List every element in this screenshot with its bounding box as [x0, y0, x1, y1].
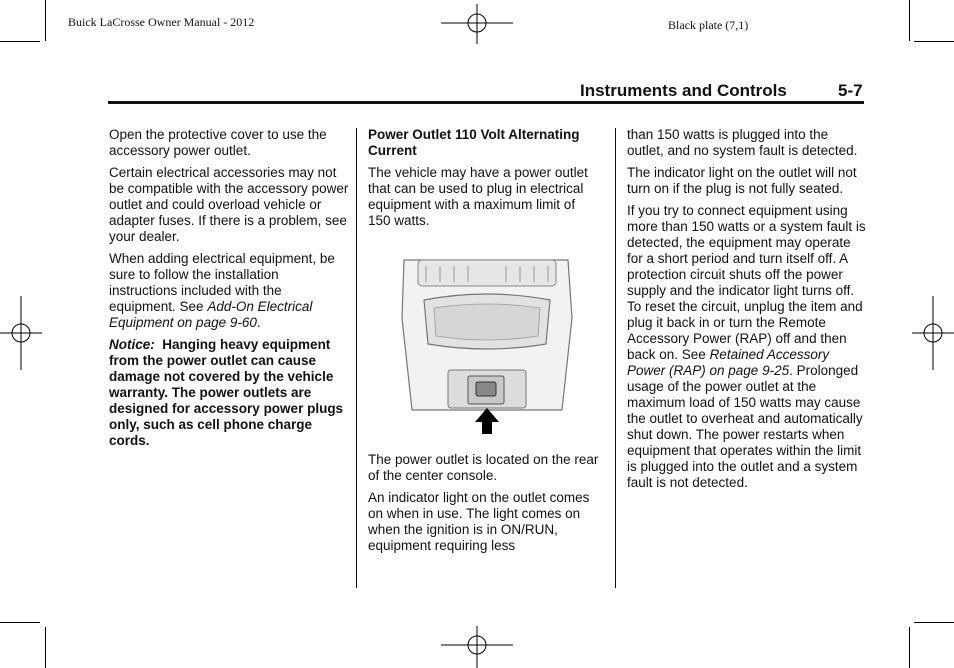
- crop-mark: [0, 41, 40, 42]
- column-1: [109, 127, 349, 455]
- paragraph: [627, 203, 867, 491]
- paragraph: Certain electrical accessories may not be compatible with the accessory power outlet and could overload vehicle or adapter fuses. If there is a problem, see your dealer.: [109, 165, 349, 244]
- registration-mark-icon: [0, 296, 42, 370]
- plate-label: Black plate (7,1): [668, 18, 749, 32]
- crop-mark: [914, 622, 954, 623]
- paragraph-text: If you try to connect equipment using more than 150 watts or a system fault is detected, the equipment may operate for a short period and turn itself off. A protection circuit shuts off the power supply and the indicator light turns off. To reset the circuit, unplug the item and plug it back in or turn the Remote Accessory Power (RAP) off and then back on. See: [627, 203, 866, 362]
- column-divider: [356, 128, 357, 588]
- registration-mark-icon: [912, 296, 954, 370]
- manual-title: Buick LaCrosse Owner Manual - 2012: [68, 15, 255, 29]
- crop-mark: [0, 622, 40, 623]
- paragraph: The power outlet is located on the rear of the center console.: [368, 452, 599, 483]
- paragraph: [109, 251, 349, 331]
- paragraph: Open the protective cover to use the accessory power outlet.: [109, 127, 327, 158]
- crop-mark: [45, 627, 46, 668]
- crop-mark: [914, 41, 954, 42]
- column-3: [627, 127, 867, 497]
- section-title: Instruments and Controls: [580, 81, 787, 100]
- paragraph: than 150 watts is plugged into the outlet, and no system fault is detected.: [627, 127, 858, 158]
- center-console-illustration: [400, 258, 574, 436]
- page-number: 5-7: [838, 81, 863, 100]
- crop-mark: [909, 627, 910, 668]
- paragraph-text: .: [256, 315, 261, 330]
- crop-mark: [909, 0, 910, 41]
- notice: [109, 337, 349, 449]
- paragraph: The vehicle may have a power outlet that can be used to plug in electrical equipment with a maximum limit of 150 watts.: [368, 165, 588, 228]
- notice-label: Notice:: [109, 337, 155, 352]
- cross-reference-link[interactable]: Add-On Electrical Equipment on page 9-60: [109, 299, 313, 330]
- column-divider: [615, 128, 616, 588]
- cross-reference-link[interactable]: Retained Accessory Power (RAP) on page 9-25: [627, 347, 830, 378]
- paragraph-text: . Prolonged usage of the power outlet at the maximum load of 150 watts may cause the outlet to overheat and automatically shut down. The power restarts when equipment that operates within the limit is plugged into the outlet and a system fault is not detected.: [627, 363, 863, 490]
- title-rule: [108, 101, 864, 104]
- crop-mark: [45, 0, 46, 41]
- registration-mark-icon: [441, 626, 513, 668]
- notice-text: Hanging heavy equipment from the power outlet can cause damage not covered by the vehicle warranty. The power outlets are designed for accessory power plugs only, such as cell phone charge cords.: [109, 337, 344, 448]
- paragraph: An indicator light on the outlet comes on when in use. The light comes on when the ignition is in ON/RUN, equipment requiring less: [368, 490, 590, 553]
- subsection-heading: Power Outlet 110 Volt Alternating Current: [368, 127, 580, 158]
- paragraph: The indicator light on the outlet will not turn on if the plug is not fully seated.: [627, 165, 857, 196]
- up-arrow-icon: [475, 408, 499, 434]
- paragraph-text: When adding electrical equipment, be sure to follow the installation instructions included with the equipment. See: [109, 251, 335, 314]
- registration-mark-icon: [441, 4, 513, 44]
